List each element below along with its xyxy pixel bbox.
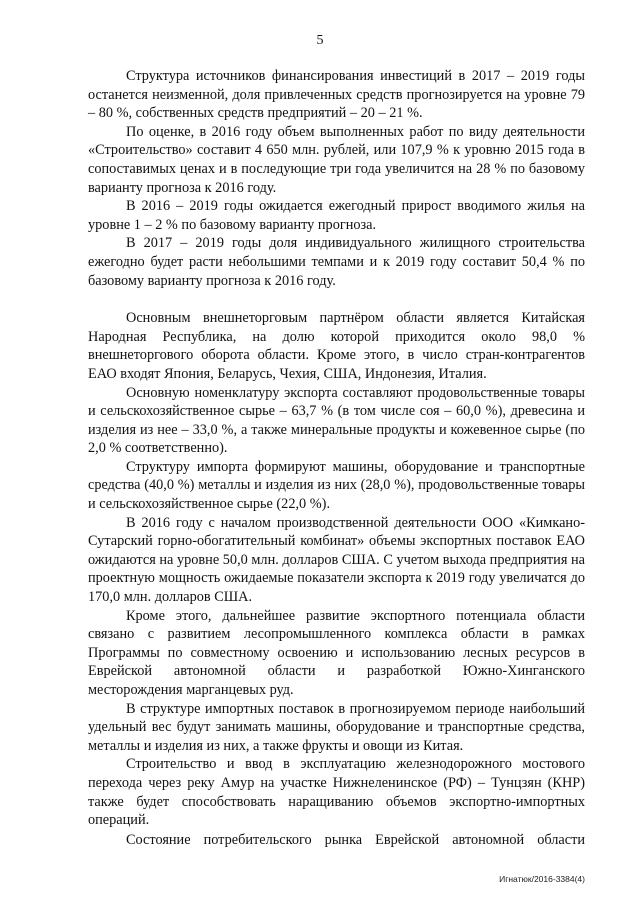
paragraph: По оценке, в 2016 году объем выполненных работ по виду деятельности «Строительство» составит 4 650 млн. рублей, или 107,9 % к уровню 2015 года в сопоставимых ценах и в последующие три года увеличится на 28 % по базовому варианту прогноза к 2016 году. bbox=[88, 123, 585, 196]
paragraph: В структуре импортных поставок в прогнозируемом периоде наибольший удельный вес будут занимать машины, оборудование и транспортные средства, металлы и изделия из них, а также фрукты и овощи из Китая. bbox=[88, 700, 585, 754]
paragraph: Структуру импорта формируют машины, оборудование и транспортные средства (40,0 %) металлы и изделия из них (28,0 %), продовольственные товары и сельскохозяйственное сырье (22,0 %). bbox=[88, 458, 585, 513]
paragraph: Структура источников финансирования инвестиций в 2017 – 2019 годы останется неизменной, доля привлеченных средств прогнозируется на уровне 79 – 80 %, собственных средств предприятий – 20 – 21 %. bbox=[88, 68, 585, 122]
paragraph: В 2017 – 2019 годы доля индивидуального жилищного строительства ежегодно будет расти небольшими темпами и к 2019 году составит 50,4 % по базовому варианту прогноза к 2016 году. bbox=[88, 235, 585, 289]
consumer-market-section-start: Состояние потребительского рынка Еврейской автономной области bbox=[126, 832, 585, 848]
paragraph: Строительство и ввод в эксплуатацию железнодорожного мостового перехода через реку Амур на участке Нижнеленинское (РФ) – Тунцзян (КНР) также будет способствовать наращиванию объемов экспортно-импортных операций. bbox=[88, 756, 585, 829]
paragraph: Основным внешнеторговым партнёром области является Китайская Народная Республика, на долю которой приходится около 98,0 % внешнеторгового оборота области. Кроме этого, в число стран-контрагентов ЕАО входят Япония, Беларусь, Чехия, США, Индонезия, Италия. bbox=[88, 310, 585, 382]
foreign-trade-section bbox=[88, 309, 585, 830]
construction-investment-section bbox=[88, 67, 585, 290]
paragraph: Основную номенклатуру экспорта составляют продовольственные товары и сельскохозяйственное сырье – 63,7 % (в том числе соя – 60,0 %), древесина и изделия из нее – 33,0 %, а также минеральные продукты и кожевенное сырье (по 2,0 % соответственно). bbox=[88, 384, 585, 457]
paragraph: В 2016 – 2019 годы ожидается ежегодный прирост вводимого жилья на уровне 1 – 2 % по базовому варианту прогноза. bbox=[88, 198, 585, 233]
document-body bbox=[88, 67, 585, 830]
paragraph: В 2016 году с началом производственной деятельности ООО «Кимкано-Сутарский горно-обогатительный комбинат» объемы экспортных поставок ЕАО ожидаются на уровне 50,0 млн. долларов США. С учетом выхода предприятия на проектную мощность ожидаемые показатели экспорта к 2019 году увеличатся до 170,0 млн. долларов США. bbox=[88, 514, 585, 606]
document-footer-code: Игнатюк/2016-3384(4) bbox=[499, 874, 585, 884]
paragraph: Кроме этого, дальнейшее развитие экспортного потенциала области связано с развитием лесопромышленного комплекса области в рамках Программы по совместному освоению и использованию лесных ресурсов в Еврейской автономной области и разработкой Южно-Хинганского месторождения марганцевых руд. bbox=[88, 607, 585, 698]
page-number: 5 bbox=[316, 33, 324, 48]
